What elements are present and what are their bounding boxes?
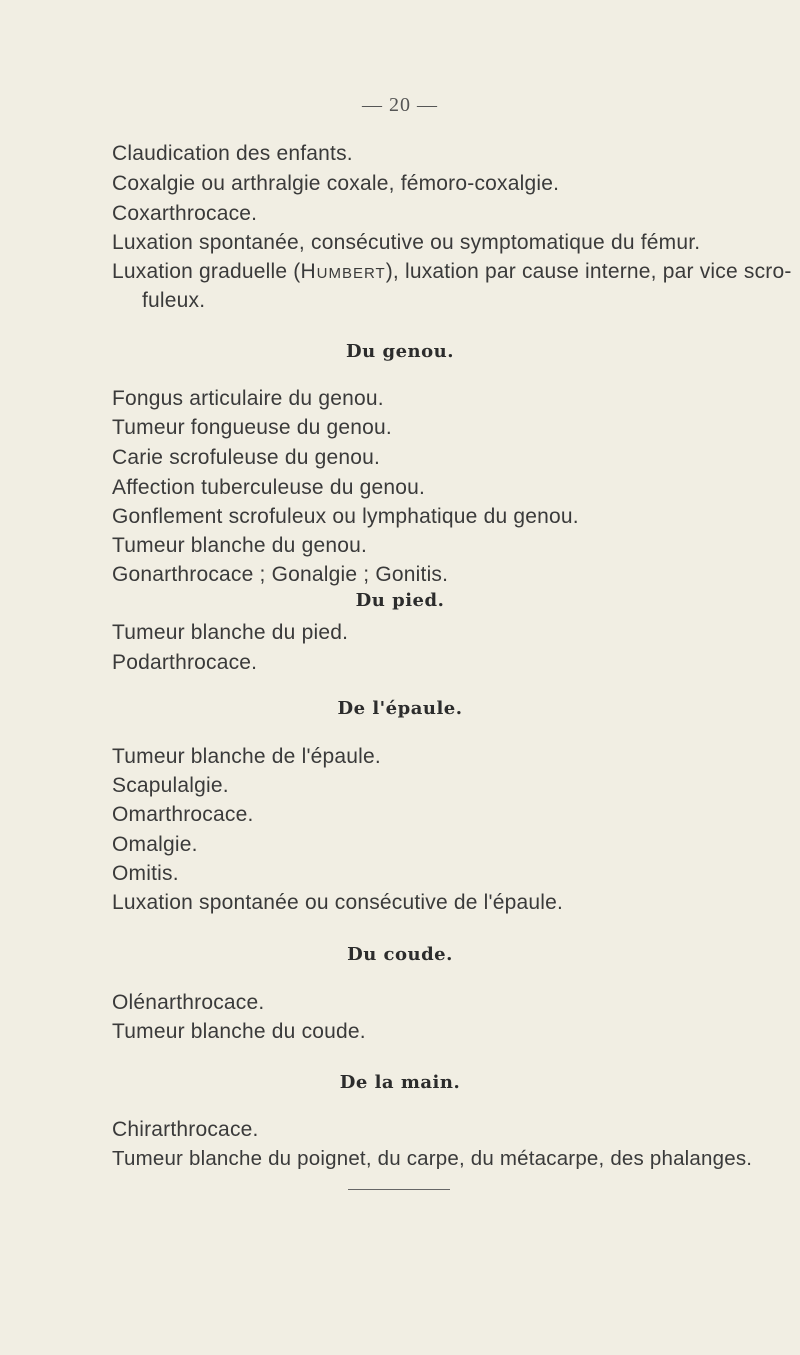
text-line: Tumeur blanche du pied.	[112, 621, 349, 644]
text-line: Coxalgie ou arthralgie coxale, fémoro-coxalgie.	[112, 172, 560, 195]
section-heading-main: De la main.	[339, 1072, 461, 1093]
section-heading-epaule: De l'épaule.	[337, 698, 463, 719]
text-line: Scapulalgie.	[112, 774, 229, 797]
text-line: Tumeur blanche du poignet, du carpe, du métacarpe, des phalanges.	[112, 1147, 753, 1170]
text-line-humbert	[112, 258, 792, 286]
text-line: Gonflement scrofuleux ou lymphatique du genou.	[112, 505, 579, 528]
text-line: Olénarthrocace.	[112, 991, 265, 1014]
section-heading-pied: Du pied.	[355, 590, 445, 611]
page-number: — 20 —	[362, 94, 438, 116]
text-line: fuleux.	[142, 289, 206, 312]
text-line: Omitis.	[112, 862, 179, 885]
text-line: Luxation spontanée ou consécutive de l'épaule.	[112, 891, 564, 914]
text-line: Fongus articulaire du genou.	[112, 387, 384, 410]
text-line: Omalgie.	[112, 833, 198, 856]
text-line: Coxarthrocace.	[112, 202, 258, 225]
text-line: Podarthrocace.	[112, 651, 258, 674]
text-line: Claudication des enfants.	[112, 142, 353, 165]
text-line: Tumeur blanche de l'épaule.	[112, 745, 381, 768]
end-rule	[348, 1189, 450, 1190]
text-fragment: ), luxation par cause interne, par vice scro-	[385, 260, 792, 283]
text-line: Tumeur blanche du coude.	[112, 1020, 366, 1043]
author-name: Humbert	[300, 260, 386, 283]
text-line: Omarthrocace.	[112, 803, 254, 826]
text-fragment: Luxation graduelle (	[112, 260, 301, 283]
section-heading-coude: Du coude.	[347, 944, 453, 965]
text-line: Carie scrofuleuse du genou.	[112, 446, 381, 469]
text-line: Luxation spontanée, consécutive ou symptomatique du fémur.	[112, 231, 701, 254]
text-line: Affection tuberculeuse du genou.	[112, 476, 426, 499]
text-line: Gonarthrocace ; Gonalgie ; Gonitis.	[112, 563, 449, 586]
section-heading-genou: Du genou.	[346, 341, 454, 362]
text-line: Tumeur fongueuse du genou.	[112, 416, 392, 439]
text-line: Chirarthrocace.	[112, 1118, 259, 1141]
text-line: Tumeur blanche du genou.	[112, 534, 368, 557]
